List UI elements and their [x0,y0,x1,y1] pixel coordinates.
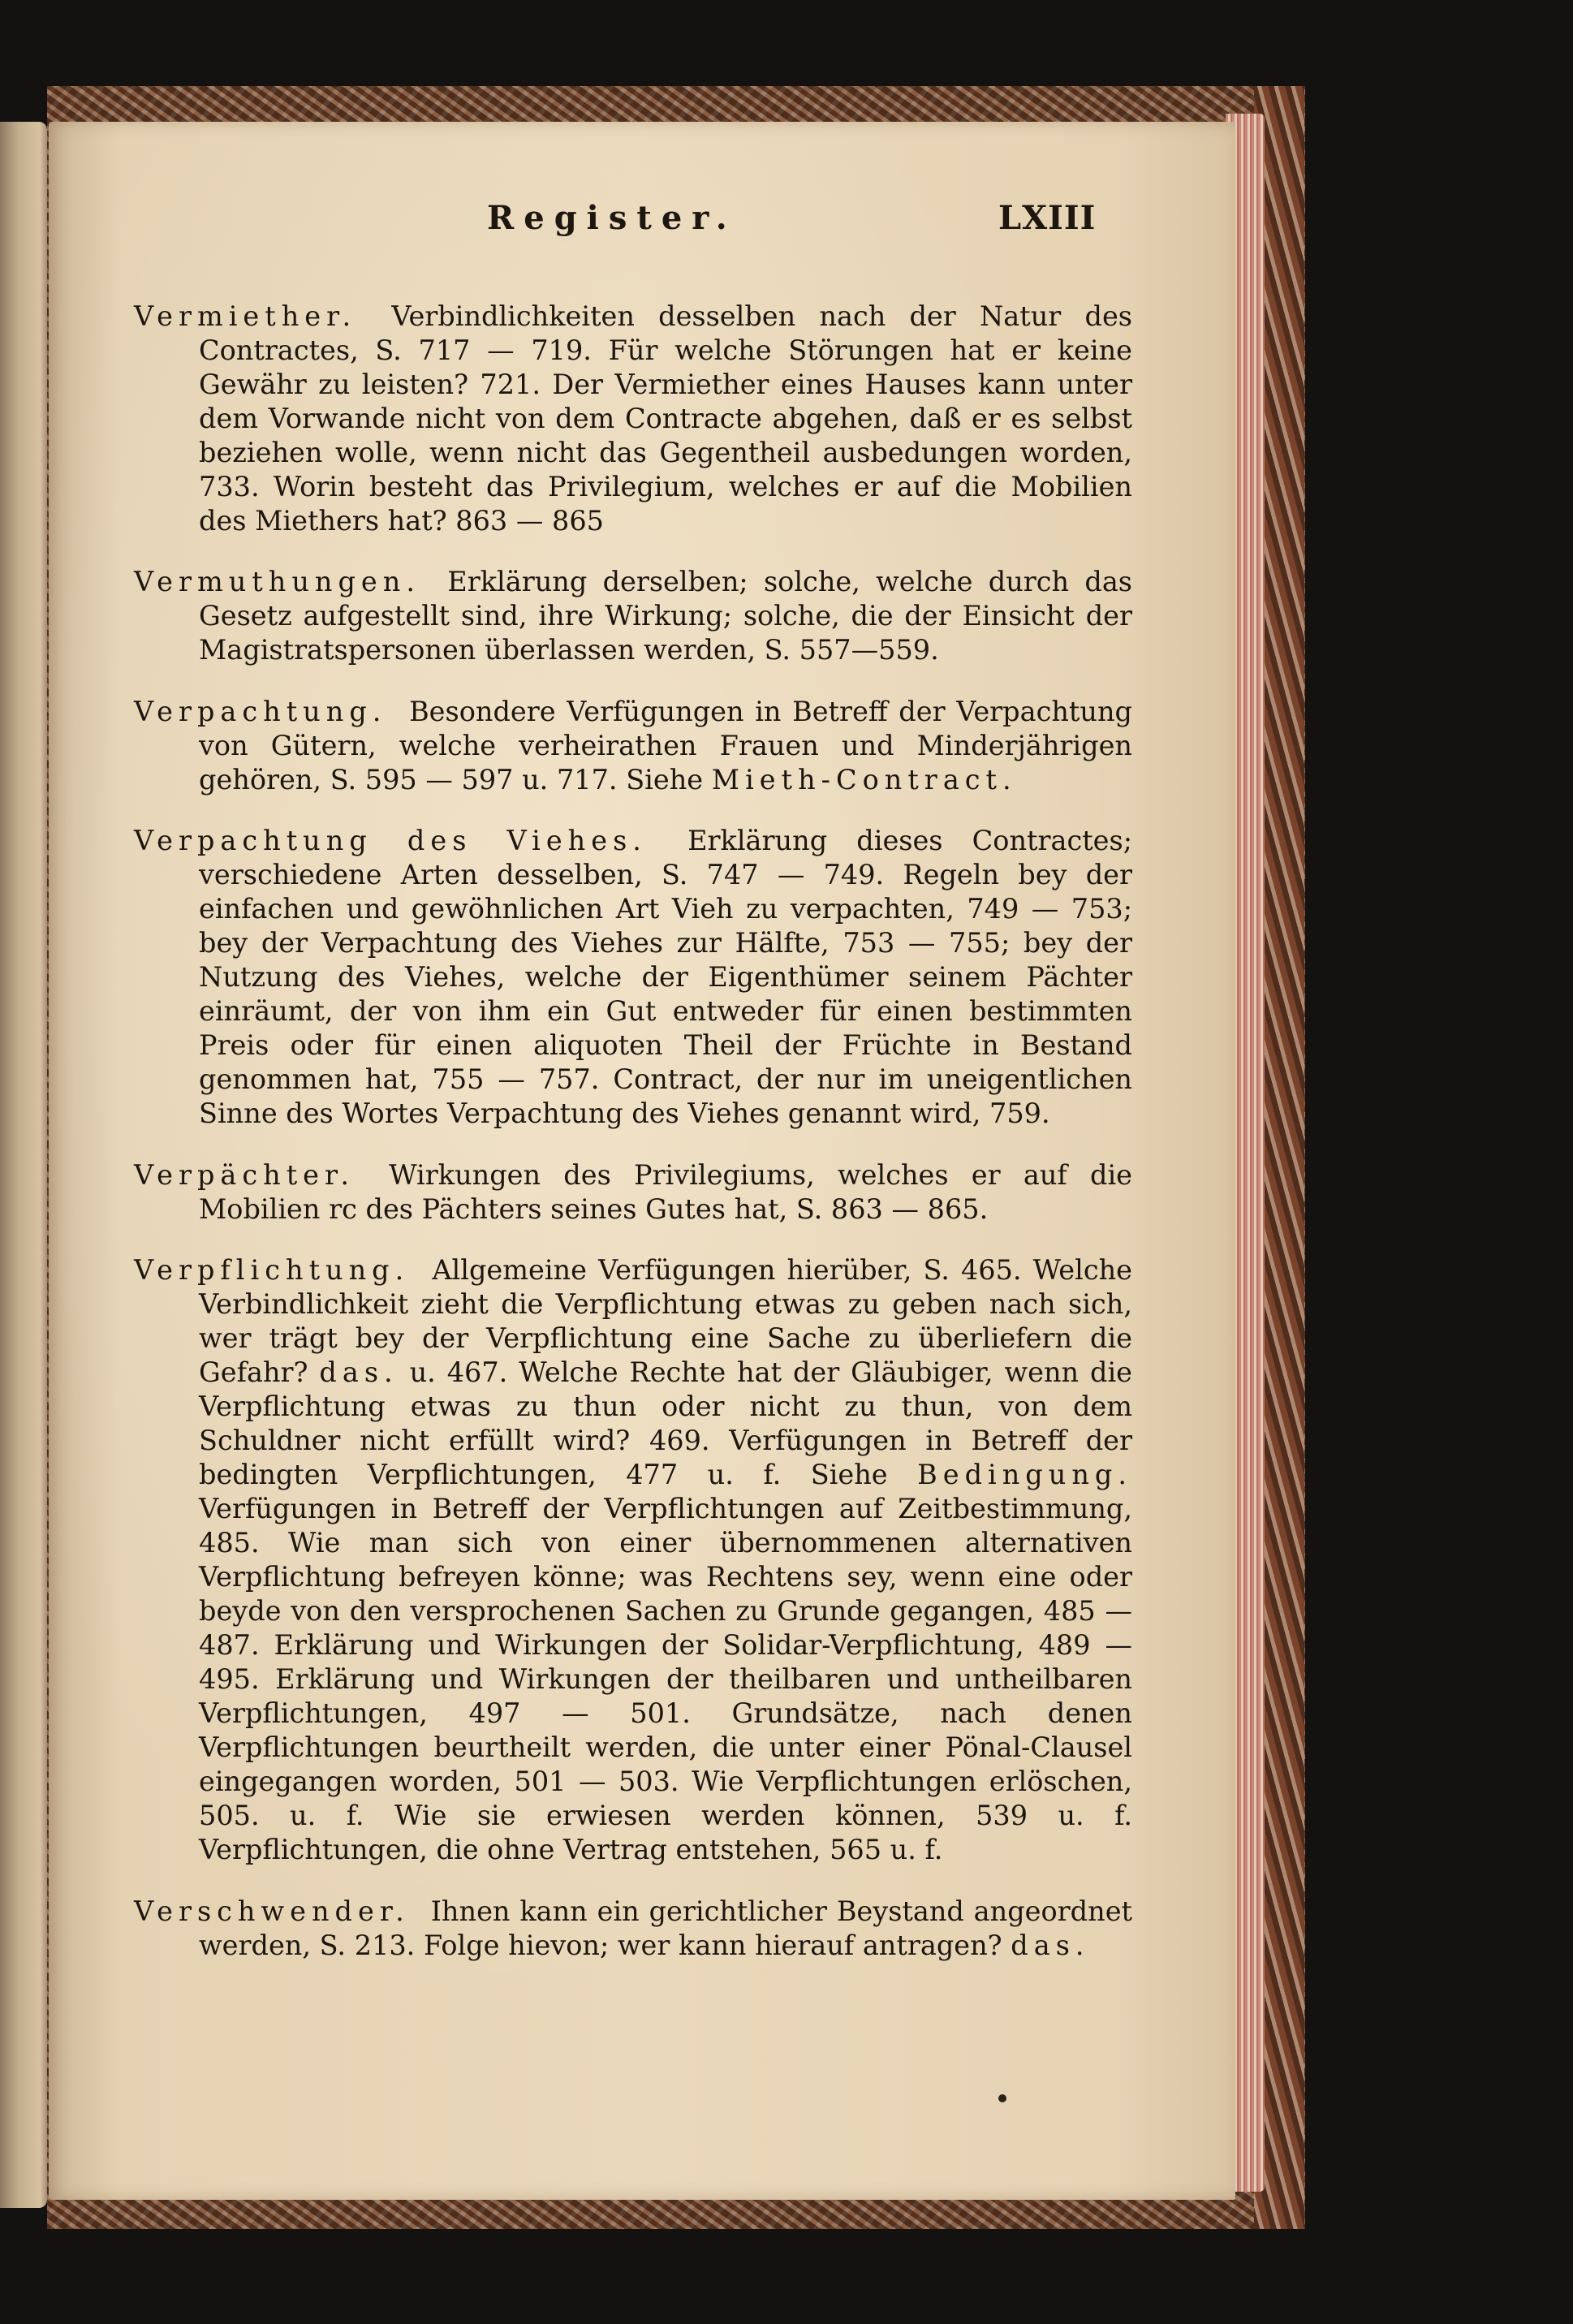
entry-text: Erklärung derselben; solche, welche durch das Gesetz aufgestellt sind, ihre Wirkung; solche, die der Einsicht der Magistratspersonen überlassen werden, S. 557—559. [199,566,1132,666]
running-head: Register. [487,199,737,237]
entry-text: Allgemeine Verfügungen hierüber, S. 465. Welche Verbindlichkeit zieht die Verpflichtung etwas zu geben nach sich, wer trägt bey der Verpflichtung eine Sache zu überliefern die Gefahr? [199,1254,1132,1388]
register-entry [134,695,1132,797]
register-entry [134,824,1132,1131]
left-page-edge [0,122,47,2208]
entry-text: Verbindlichkeiten desselben nach der Natur des Contractes, S. 717 — 719. Für welche Störungen hat er keine Gewähr zu leisten? 721. Der Vermiether eines Hauses kann unter dem Vorwande nicht von dem Contracte abgehen, daß er es selbst beziehen wolle, wenn nicht das Gegentheil ausbedungen worden, 733. Worin besteht das Privilegium, welches er auf die Mobilien des Miethers hat? 863 — 865 [199,300,1132,537]
entry-term: Vermuthungen. [134,566,420,597]
register-entry [134,1895,1132,1963]
entry-term: Verpächter. [134,1158,355,1191]
entry-text: Besondere Verfügungen in Betreff der Verpachtung von Gütern, welche verheirathen Frauen und Minderjährigen gehören, S. 595 — 597 u. 717. Siehe [199,695,1132,796]
entry-cross-reference: das. [1011,1929,1090,1961]
entry-term: Verpachtung des Viehes. [134,825,647,856]
entry-cross-reference: das. [319,1356,399,1388]
register-entries [134,272,1132,1969]
register-entry [134,1253,1132,1867]
register-entry [134,1158,1132,1227]
left-page-marks [5,1502,13,2021]
page-header [49,199,1235,248]
entry-term: Verpachtung. [134,695,387,727]
entry-term: Verschwender. [134,1895,410,1927]
register-entry [134,565,1132,667]
entry-cross-reference: Mieth-Contract. [711,763,1017,796]
entry-cross-reference: Bedingung. [917,1459,1132,1490]
page-number: LXIII [998,199,1097,237]
entry-text: Ihnen kann ein gerichtlicher Beystand angeordnet werden, S. 213. Folge hievon; wer kann hierauf antragen? [199,1895,1132,1961]
entry-text: Verfügungen in Betreff der Verpflichtungen auf Zeitbestimmung, 485. Wie man sich von einer übernommenen alternativen Verpflichtung befreyen könne; was Rechtens sey, wenn eine oder beyde von den versprochenen Sachen zu Grunde gegangen, 485 — 487. Erklärung und Wirkungen der Solidar-Verpflichtung, 489 — 495. Erklärung und Wirkungen der theilbaren und untheilbaren Verpflichtungen, 497 — 501. Grundsätze, nach denen Verpflichtungen beurtheilt werden, die unter einer Pönal-Clausel eingegangen worden, 501 — 503. Wie Verpflichtungen erlöschen, 505. u. f. Wie sie erwiesen werden können, 539 u. f. Verpflichtungen, die ohne Vertrag entstehen, 565 u. f. [199,1493,1132,1865]
entry-term: Vermiether. [134,300,357,332]
entry-text: Wirkungen des Privilegiums, welches er auf die Mobilien rc des Pächters seines Gutes hat, S. 863 — 865. [199,1158,1132,1225]
entry-text: u. 467. Welche Rechte hat der Gläubiger, wenn die Verpflichtung etwas zu thun oder nicht zu thun, von dem Schuldner nicht erfüllt wird? 469. Verfügungen in Betreff der bedingten Verpflichtungen, 477 u. f. Siehe [199,1356,1132,1490]
register-entry [134,300,1132,538]
book-page [49,122,1235,2200]
entry-text: Erklärung dieses Contractes; verschiedene Arten desselben, S. 747 — 749. Regeln bey der einfachen und gewöhnlichen Art Vieh zu verpachten, 749 — 753; bey der Verpachtung des Viehes zur Hälfte, 753 — 755; bey der Nutzung des Viehes, welche der Eigenthümer seinem Pächter einräumt, der von ihm ein Gut entweder für einen bestimmten Preis oder für einen aliquoten Theil der Früchte in Bestand genommen hat, 755 — 757. Contract, der nur im uneigentlichen Sinne des Wortes Verpachtung des Viehes genannt wird, 759. [199,825,1132,1129]
ink-dot [998,2094,1006,2102]
entry-term: Verpflichtung. [134,1254,410,1286]
